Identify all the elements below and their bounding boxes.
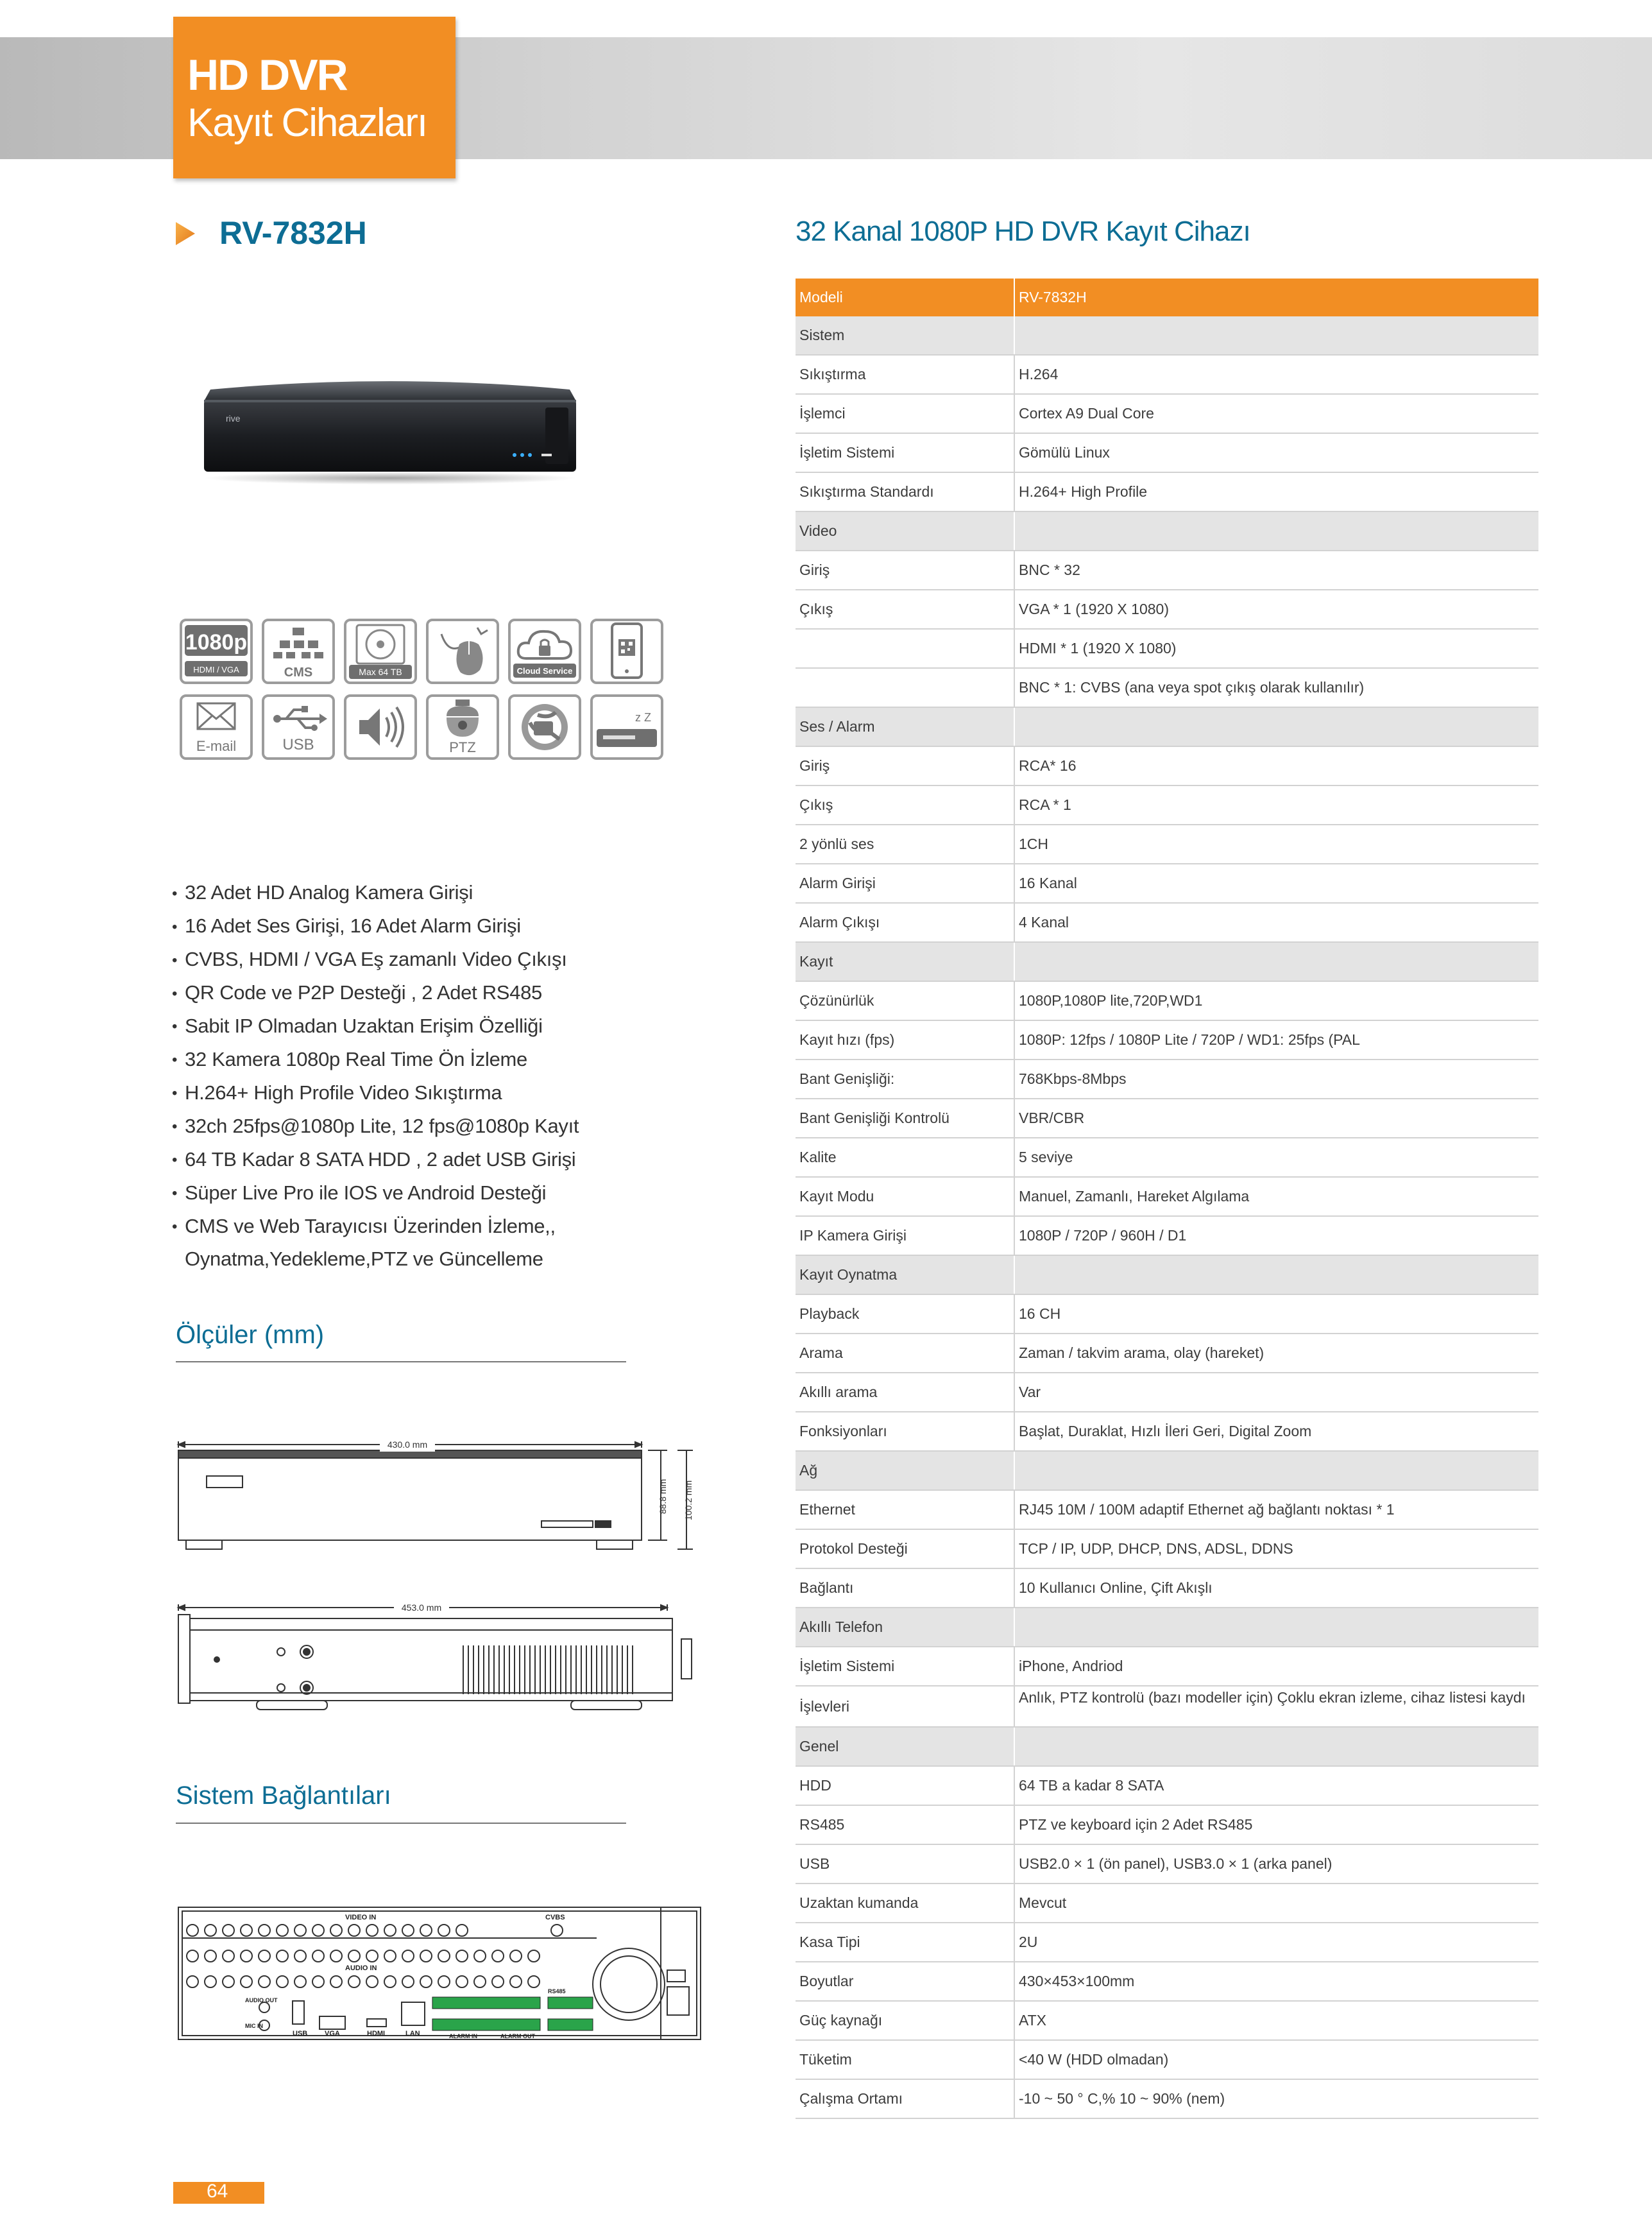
table-row <box>796 1138 1538 1178</box>
table-row <box>796 786 1538 825</box>
table-row <box>796 747 1538 786</box>
list-item: Oynatma,Yedekleme,PTZ ve Güncelleme <box>185 1248 543 1271</box>
column-divider <box>1014 1767 1015 1805</box>
column-divider <box>1014 2080 1015 2118</box>
spec-key: Alarm Girişi <box>799 875 876 891</box>
column-divider <box>1014 1530 1015 1568</box>
list-item: • Sabit IP Olmadan Uzaktan Erişim Özelliği <box>172 1014 543 1037</box>
list-item: • CMS ve Web Tarayıcısı Üzerinden İzleme,, <box>172 1214 556 1237</box>
spec-key: Ethernet <box>799 1501 855 1518</box>
spec-key: IP Kamera Girişi <box>799 1227 907 1244</box>
table-row <box>796 590 1538 630</box>
table-row <box>796 2002 1538 2041</box>
column-divider <box>1014 356 1015 393</box>
label-rs485: RS485 <box>548 1988 566 1995</box>
spec-key: Fonksiyonları <box>799 1423 887 1439</box>
spec-value: VGA * 1 (1920 X 1080) <box>1019 601 1169 617</box>
column-divider <box>1014 1686 1015 1726</box>
mouse-icon <box>426 619 499 684</box>
spec-key: Alarm Çıkışı <box>799 914 880 931</box>
spec-key: Ağ <box>799 1462 818 1479</box>
spec-key: Giriş <box>799 562 830 578</box>
svg-text:1080p: 1080p <box>185 630 248 655</box>
device-brand: rive <box>226 413 241 424</box>
spec-key: Akıllı Telefon <box>799 1618 883 1635</box>
spec-key: Güç kaynağı <box>799 2012 883 2029</box>
column-divider <box>1014 512 1015 550</box>
spec-key: Bağlantı <box>799 1579 854 1596</box>
spec-value: TCP / IP, UDP, DHCP, DNS, ADSL, DDNS <box>1019 1540 1293 1557</box>
spec-value: 64 TB a kadar 8 SATA <box>1019 1777 1164 1794</box>
spec-key: Akıllı arama <box>799 1384 878 1400</box>
spec-value: 1080P / 720P / 960H / D1 <box>1019 1227 1187 1244</box>
column-divider <box>1014 1217 1015 1255</box>
spec-key: Çözünürlük <box>799 992 874 1009</box>
spec-key: Bant Genişliği Kontrolü <box>799 1110 949 1126</box>
spec-value: HDMI * 1 (1920 X 1080) <box>1019 640 1177 656</box>
table-row <box>796 864 1538 904</box>
spec-key: Kayıt Modu <box>799 1188 874 1205</box>
feature-list <box>172 877 634 1276</box>
column-divider <box>1014 1295 1015 1333</box>
spec-key: Kasa Tipi <box>799 1934 860 1950</box>
list-item: • 32 Kamera 1080p Real Time Ön İzleme <box>172 1047 527 1070</box>
column-divider <box>1014 943 1015 981</box>
spec-value: BNC * 32 <box>1019 562 1080 578</box>
svg-text:z Z: z Z <box>635 711 651 724</box>
spec-key: 2 yönlü ses <box>799 836 874 852</box>
table-row <box>796 1217 1538 1256</box>
play-arrow-icon <box>175 221 196 246</box>
spec-key: İşlevleri <box>799 1698 849 1715</box>
dim-width-side: 453.0 mm <box>401 1602 442 1613</box>
spec-key: Bant Genişliği: <box>799 1070 895 1087</box>
qr-phone-icon <box>590 619 663 684</box>
svg-text:CMS: CMS <box>284 665 313 680</box>
list-item: • Süper Live Pro ile IOS ve Android Desteği <box>172 1181 547 1204</box>
table-section-row <box>796 512 1538 551</box>
spec-value: VBR/CBR <box>1019 1110 1085 1126</box>
spec-value: RV-7832H <box>1019 289 1087 305</box>
column-divider <box>1014 1569 1015 1607</box>
spec-value: 1CH <box>1019 836 1049 852</box>
spec-value: PTZ ve keyboard için 2 Adet RS485 <box>1019 1816 1253 1833</box>
label-video-in: VIDEO IN <box>345 1914 377 1921</box>
spec-key: İşletim Sistemi <box>799 1658 895 1674</box>
column-divider <box>1014 590 1015 628</box>
column-divider <box>1014 1412 1015 1450</box>
label-lan: LAN <box>405 2030 420 2038</box>
label-hdmi: HDMI <box>367 2030 386 2038</box>
email-icon <box>180 694 253 760</box>
spec-key: Uzaktan kumanda <box>799 1894 919 1911</box>
spec-key: Sıkıştırma Standardı <box>799 483 934 500</box>
table-row <box>796 1530 1538 1569</box>
column-divider <box>1014 1373 1015 1411</box>
column-divider <box>1014 1608 1015 1646</box>
table-row <box>796 1686 1538 1728</box>
column-divider <box>1014 279 1015 316</box>
table-row <box>796 1806 1538 1845</box>
list-item: • H.264+ High Profile Video Sıkıştırma <box>172 1081 502 1104</box>
dim-width-front: 430.0 mm <box>387 1439 428 1450</box>
table-row <box>796 1295 1538 1334</box>
category-subtitle: Kayıt Cihazları <box>187 101 427 145</box>
table-row <box>796 1412 1538 1452</box>
label-alarm-in: ALARM IN <box>449 2033 477 2039</box>
hdd-icon <box>344 619 417 684</box>
column-divider <box>1014 1021 1015 1059</box>
label-audio-out: AUDIO OUT <box>245 1997 278 2004</box>
spec-value: RCA* 16 <box>1019 757 1077 774</box>
spec-key: İşletim Sistemi <box>799 444 895 461</box>
spec-value: Anlık, PTZ kontrolü (bazı modeller için) Çoklu ekran izleme, cihaz listesi kaydı <box>1019 1689 1526 1706</box>
list-item: • CVBS, HDMI / VGA Eş zamanlı Video Çıkışı <box>172 947 567 970</box>
spec-key: İşlemci <box>799 405 846 422</box>
spec-value: Cortex A9 Dual Core <box>1019 405 1154 422</box>
table-section-row <box>796 1728 1538 1767</box>
column-divider <box>1014 395 1015 433</box>
list-item: • 32ch 25fps@1080p Lite, 12 fps@1080p Kayıt <box>172 1114 579 1137</box>
table-row <box>796 1845 1538 1884</box>
column-divider <box>1014 551 1015 589</box>
table-row <box>796 1647 1538 1686</box>
cms-icon <box>262 619 335 684</box>
label-audio-in: AUDIO IN <box>345 1964 377 1972</box>
spec-value: Var <box>1019 1384 1041 1400</box>
spec-value: 5 seviye <box>1019 1149 1073 1165</box>
table-row <box>796 825 1538 864</box>
table-row <box>796 473 1538 512</box>
table-row <box>796 1060 1538 1099</box>
dim-height-2: 100.2 mm <box>683 1480 694 1521</box>
spec-value: Gömülü Linux <box>1019 444 1110 461</box>
spec-key: HDD <box>799 1777 831 1794</box>
column-divider <box>1014 1647 1015 1685</box>
spec-key: Sıkıştırma <box>799 366 866 382</box>
column-divider <box>1014 1060 1015 1098</box>
column-divider <box>1014 1923 1015 1961</box>
spec-value: Manuel, Zamanlı, Hareket Algılama <box>1019 1188 1250 1205</box>
table-row <box>796 1569 1538 1608</box>
model-name: RV-7832H <box>219 215 367 251</box>
svg-text:HDMI / VGA: HDMI / VGA <box>193 665 239 674</box>
label-cvbs: CVBS <box>545 1914 565 1921</box>
spec-value: 2U <box>1019 1934 1038 1950</box>
label-usb: USB <box>293 2030 308 2038</box>
svg-text:E-mail: E-mail <box>196 738 237 754</box>
spec-table <box>796 279 1538 2119</box>
spec-key: Boyutlar <box>799 1973 854 1989</box>
table-row <box>796 1099 1538 1138</box>
spec-key: Tüketim <box>799 2051 852 2068</box>
spec-key: Kayıt Oynatma <box>799 1266 898 1283</box>
table-section-row <box>796 1608 1538 1647</box>
table-row <box>796 551 1538 590</box>
table-row <box>796 1884 1538 1923</box>
dimensions-title: Ölçüler (mm) <box>176 1321 325 1349</box>
spec-value: 430×453×100mm <box>1019 1973 1135 1989</box>
spec-value: 4 Kanal <box>1019 914 1069 931</box>
spec-value: 768Kbps-8Mbps <box>1019 1070 1127 1087</box>
spec-key: Video <box>799 522 837 539</box>
column-divider <box>1014 316 1015 354</box>
table-row <box>796 1767 1538 1806</box>
cloud-service-icon <box>508 619 581 684</box>
spec-value: H.264+ High Profile <box>1019 483 1148 500</box>
svg-text:PTZ: PTZ <box>449 739 476 755</box>
spec-key: Kayıt <box>799 953 833 970</box>
table-section-row <box>796 943 1538 982</box>
column-divider <box>1014 1806 1015 1844</box>
spec-value: 10 Kullanıcı Online, Çift Akışlı <box>1019 1579 1213 1596</box>
spec-key: RS485 <box>799 1816 845 1833</box>
dim-height-1: 88.8 mm <box>658 1479 668 1515</box>
spec-value: iPhone, Andriod <box>1019 1658 1123 1674</box>
column-divider <box>1014 1178 1015 1215</box>
table-row <box>796 356 1538 395</box>
page-number-box <box>173 2182 264 2204</box>
list-item: • QR Code ve P2P Desteği , 2 Adet RS485 <box>172 981 542 1004</box>
category-title: HD DVR <box>187 51 347 99</box>
column-divider <box>1014 1256 1015 1294</box>
table-row <box>796 669 1538 708</box>
spec-value: RCA * 1 <box>1019 796 1071 813</box>
spec-key: Çıkış <box>799 796 833 813</box>
table-row <box>796 1373 1538 1412</box>
spec-value: Zaman / takvim arama, olay (hareket) <box>1019 1344 1265 1361</box>
spec-value: Mevcut <box>1019 1894 1067 1911</box>
column-divider <box>1014 982 1015 1020</box>
table-row <box>796 1334 1538 1373</box>
dvr-device-image <box>198 375 580 485</box>
audio-icon <box>344 694 417 760</box>
table-section-row <box>796 1256 1538 1295</box>
spec-key: USB <box>799 1855 830 1872</box>
label-vga: VGA <box>325 2030 340 2038</box>
network-icon <box>508 694 581 760</box>
spec-key: Giriş <box>799 757 830 774</box>
sleep-icon <box>590 694 663 760</box>
spec-key: Kalite <box>799 1149 837 1165</box>
column-divider <box>1014 434 1015 472</box>
spec-value: 1080P: 12fps / 1080P Lite / 720P / WD1: 25fps (PAL <box>1019 1031 1360 1048</box>
spec-value: ATX <box>1019 2012 1047 2029</box>
column-divider <box>1014 1099 1015 1137</box>
product-title: 32 Kanal 1080P HD DVR Kayıt Cihazı <box>796 216 1250 247</box>
table-row <box>796 434 1538 473</box>
table-row <box>796 2080 1538 2119</box>
label-mic-in: MIC IN <box>245 2023 263 2029</box>
table-section-row <box>796 708 1538 747</box>
category-box <box>173 17 456 178</box>
connections-title: Sistem Bağlantıları <box>176 1781 391 1810</box>
column-divider <box>1014 708 1015 746</box>
column-divider <box>1014 825 1015 863</box>
list-item: • 16 Adet Ses Girişi, 16 Adet Alarm Girişi <box>172 914 521 937</box>
svg-text:Max 64 TB: Max 64 TB <box>359 667 402 677</box>
list-item: • 32 Adet HD Analog Kamera Girişi <box>172 881 473 904</box>
table-section-row <box>796 1452 1538 1491</box>
column-divider <box>1014 2002 1015 2039</box>
spec-value: Başlat, Duraklat, Hızlı İleri Geri, Digital Zoom <box>1019 1423 1312 1439</box>
table-row <box>796 1962 1538 2002</box>
rear-panel-drawing <box>173 1900 706 2047</box>
column-divider <box>1014 473 1015 511</box>
spec-value: -10 ~ 50 ° C,% 10 ~ 90% (nem) <box>1019 2090 1225 2107</box>
page-number: 64 <box>207 2181 228 2202</box>
spec-key: Ses / Alarm <box>799 718 875 735</box>
column-divider <box>1014 1334 1015 1372</box>
column-divider <box>1014 1138 1015 1176</box>
table-row <box>796 1491 1538 1530</box>
table-row <box>796 630 1538 669</box>
spec-key: Çıkış <box>799 601 833 617</box>
spec-key: Genel <box>799 1738 839 1755</box>
spec-key: Çalışma Ortamı <box>799 2090 903 2107</box>
spec-key: Sistem <box>799 327 845 343</box>
1080p-icon <box>180 619 253 684</box>
column-divider <box>1014 904 1015 941</box>
table-row <box>796 1021 1538 1060</box>
table-row <box>796 1178 1538 1217</box>
spec-key: Protokol Desteği <box>799 1540 908 1557</box>
column-divider <box>1014 1962 1015 2000</box>
spec-value: 1080P,1080P lite,720P,WD1 <box>1019 992 1203 1009</box>
list-item: • 64 TB Kadar 8 SATA HDD , 2 adet USB Girişi <box>172 1147 576 1171</box>
column-divider <box>1014 1491 1015 1529</box>
column-divider <box>1014 864 1015 902</box>
spec-value: RJ45 10M / 100M adaptif Ethernet ağ bağlantı noktası * 1 <box>1019 1501 1395 1518</box>
spec-value: H.264 <box>1019 366 1059 382</box>
usb-icon <box>262 694 335 760</box>
table-row <box>796 395 1538 434</box>
column-divider <box>1014 1452 1015 1489</box>
column-divider <box>1014 747 1015 785</box>
spec-key: Kayıt hızı (fps) <box>799 1031 895 1048</box>
column-divider <box>1014 669 1015 707</box>
column-divider <box>1014 2041 1015 2079</box>
spec-key: Arama <box>799 1344 843 1361</box>
ptz-icon <box>426 694 499 760</box>
column-divider <box>1014 1884 1015 1922</box>
dimension-drawing <box>173 1425 706 1771</box>
table-header-row <box>796 279 1538 316</box>
spec-value: USB2.0 × 1 (ön panel), USB3.0 × 1 (arka panel) <box>1019 1855 1333 1872</box>
divider <box>176 1361 626 1362</box>
spec-key: Modeli <box>799 289 843 305</box>
spec-value: 16 CH <box>1019 1305 1061 1322</box>
label-alarm-out: ALARM OUT <box>500 2033 535 2039</box>
column-divider <box>1014 786 1015 824</box>
divider <box>176 1823 626 1824</box>
table-row <box>796 982 1538 1021</box>
spec-value: <40 W (HDD olmadan) <box>1019 2051 1169 2068</box>
column-divider <box>1014 1728 1015 1765</box>
column-divider <box>1014 1845 1015 1883</box>
table-row <box>796 904 1538 943</box>
spec-value: 16 Kanal <box>1019 875 1077 891</box>
table-row <box>796 1923 1538 1962</box>
table-section-row <box>796 316 1538 356</box>
svg-text:USB: USB <box>282 736 314 753</box>
spec-value: BNC * 1: CVBS (ana veya spot çıkış olarak kullanılır) <box>1019 679 1365 696</box>
column-divider <box>1014 630 1015 667</box>
table-row <box>796 2041 1538 2080</box>
svg-text:Cloud Service: Cloud Service <box>516 666 573 676</box>
spec-key: Playback <box>799 1305 860 1322</box>
